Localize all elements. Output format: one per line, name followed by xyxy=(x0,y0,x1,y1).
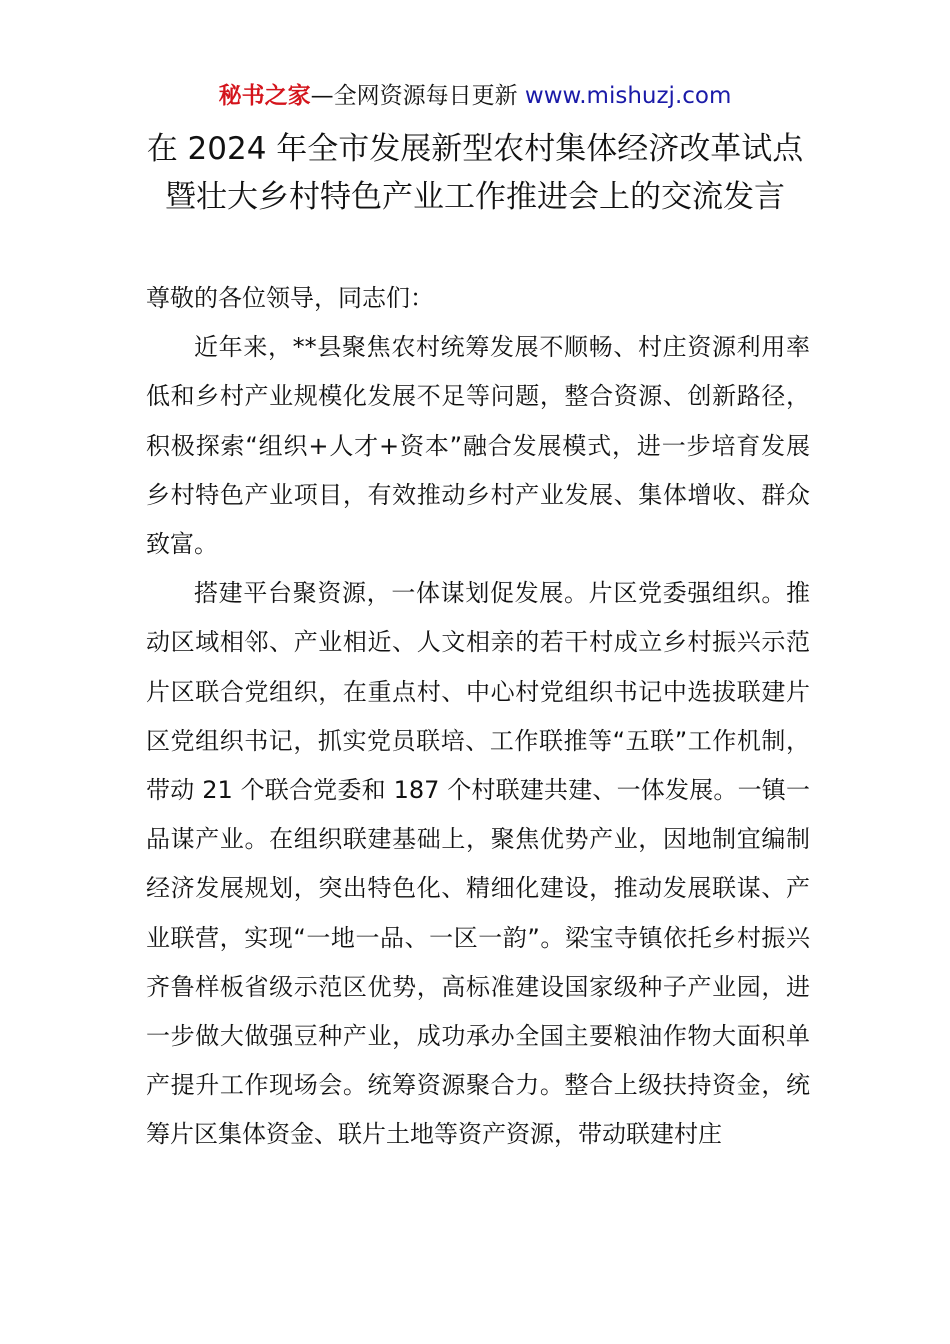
body-paragraph-2: 搭建平台聚资源，一体谋划促发展。片区党委强组织。推动区域相邻、产业相近、人文相亲的若干村成立乡村振兴示范片区联合党组织，在重点村、中心村党组织书记中选拔联建片区党组织书记，抓实党员联培、工作联推等“五联”工作机制，带动 21 个联合党委和 187 个村联建共建、一体发展。一镇一品谋产业。在组织联建基础上，聚焦优势产业，因地制宜编制经济发展规划，突出特色化、精细化建设，推动发展联谋、产业联营，实现“一地一品、一区一韵”。梁宝寺镇依托乡村振兴齐鲁样板省级示范区优势，高标准建设国家级种子产业园，进一步做大做强豆种产业，成功承办全国主要粮油作物大面积单产提升工作现场会。统筹资源聚合力。整合上级扶持资金，统筹片区集体资金、联片土地等资产资源，带动联建村庄 xyxy=(146,579,810,1149)
brand-name: 秘书之家 xyxy=(218,83,311,109)
greeting: 尊敬的各位领导，同志们： xyxy=(146,284,434,312)
site-url-link[interactable]: www.mishuzj.com xyxy=(524,83,732,109)
title-line-2: 暨壮大乡村特色产业工作推进会上的交流发言 xyxy=(165,179,785,215)
header-tagline: —全网资源每日更新 xyxy=(310,83,525,109)
body-paragraph-1: 近年来，**县聚焦农村统筹发展不顺畅、村庄资源利用率低和乡村产业规模化发展不足等问题，整合资源、创新路径，积极探索“组织+人才+资本”融合发展模式，进一步培育发展乡村特色产业项目，有效推动乡村产业发展、集体增收、群众致富。 xyxy=(146,333,810,559)
site-header xyxy=(0,80,950,112)
document-body xyxy=(146,274,810,1160)
title-line-1: 在 2024 年全市发展新型农村集体经济改革试点 xyxy=(146,131,804,167)
document-title xyxy=(0,125,950,221)
